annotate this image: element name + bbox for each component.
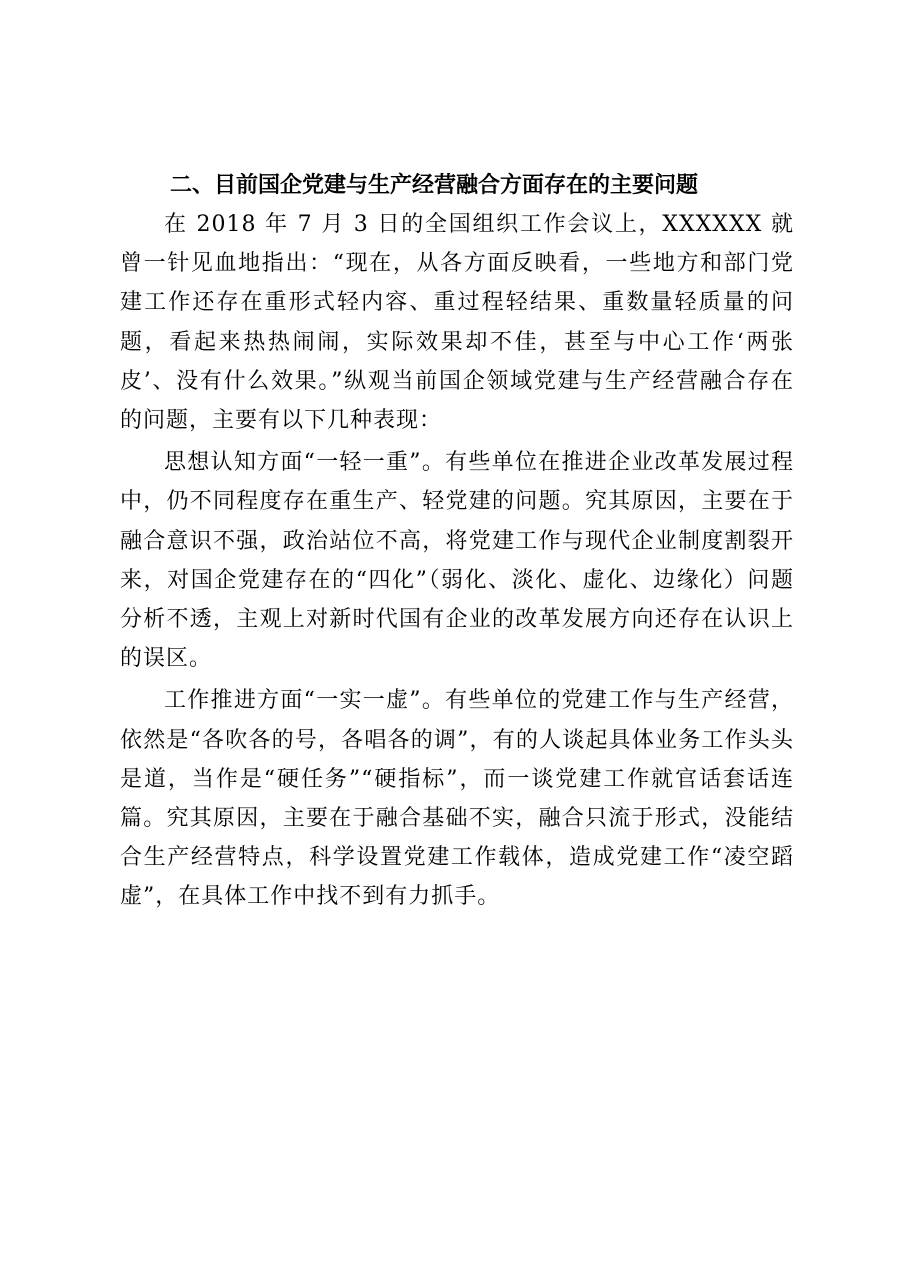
paragraph-ideological-cognition: 思想认知方面“一轻一重”。有些单位在推进企业改革发展过程中，仍不同程度存在重生产、轻党建的问题。究其原因，主要在于融合意识不强，政治站位不高，将党建工作与现代企业制度割裂开来，对国企党建存在的“四化”（弱化、淡化、虚化、边缘化）问题分析不透，主观上对新时代国有企业的改革发展方向还存在认识上的误区。 (120, 450, 794, 672)
paragraph-intro: 在 2018 年 7 月 3 日的全国组织工作会议上，XXXXXX 就曾一针见血地指出：“现在，从各方面反映看，一些地方和部门党建工作还存在重形式轻内容、重过程轻结果、重数量轻质量的问题，看起来热热闹闹，实际效果却不佳，甚至与中心工作‘两张皮’、没有什么效果。”纵观当前国企领域党建与生产经营融合存在的问题，主要有以下几种表现： (120, 212, 794, 434)
section-heading: 二、目前国企党建与生产经营融合方面存在的主要问题 (170, 173, 699, 198)
document-body (120, 166, 794, 917)
paragraph-work-promotion: 工作推进方面“一实一虚”。有些单位的党建工作与生产经营，依然是“各吹各的号，各唱各的调”，有的人谈起具体业务工作头头是道，当作是“硬任务”“硬指标”，而一谈党建工作就官话套话连篇。究其原因，主要在于融合基础不实，融合只流于形式，没能结合生产经营特点，科学设置党建工作载体，造成党建工作“凌空蹈虚”，在具体工作中找不到有力抓手。 (120, 688, 794, 910)
